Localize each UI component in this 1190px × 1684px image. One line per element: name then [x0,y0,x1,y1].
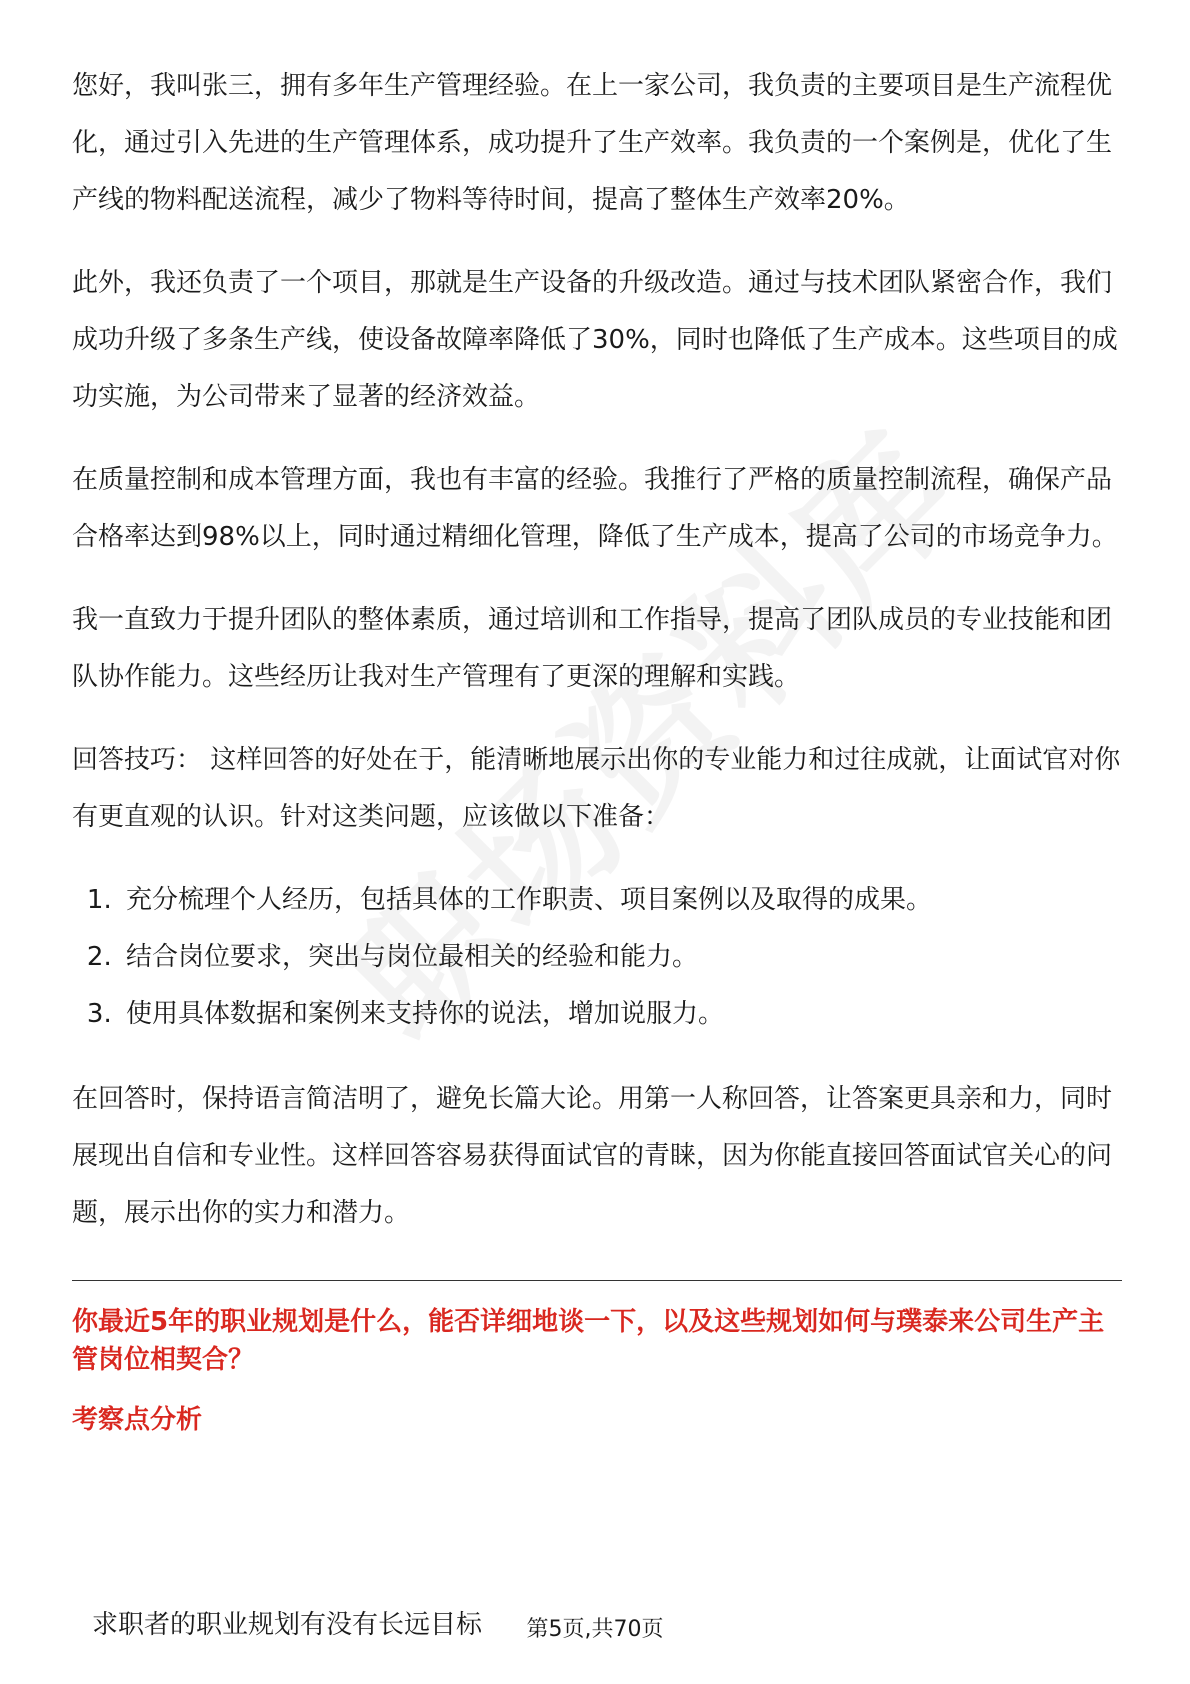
tips-list-item: 2. 结合岗位要求，突出与岗位最相关的经验和能力。 [120,929,1122,986]
tips-list-item: 3. 使用具体数据和案例来支持你的说法，增加说服力。 [120,986,1122,1043]
analysis-heading: 考察点分析 [72,1405,203,1435]
page-number: 第5页,共70页 [523,1617,668,1642]
document-body [72,58,1122,1439]
cutoff-list-item: 求职者的职业规划有没有长远目标 [92,1610,483,1640]
answer-tips-intro: 回答技巧： 这样回答的好处在于，能清晰地展示出你的专业能力和过往成就，让面试官对你有更直观的认识。针对这类问题，应该做以下准备： [72,745,1121,832]
answer-paragraph-4: 我一直致力于提升团队的整体素质，通过培训和工作指导，提高了团队成员的专业技能和团队协作能力。这些经历让我对生产管理有了更深的理解和实践。 [72,605,1113,692]
closing-paragraph: 在回答时，保持语言简洁明了，避免长篇大论。用第一人称回答，让答案更具亲和力，同时展现出自信和专业性。这样回答容易获得面试官的青睐，因为你能直接回答面试官关心的问题，展示出你的实力和潜力。 [72,1084,1113,1228]
answer-paragraph-1: 您好，我叫张三，拥有多年生产管理经验。在上一家公司，我负责的主要项目是生产流程优化，通过引入先进的生产管理体系，成功提升了生产效率。我负责的一个案例是，优化了生产线的物料配送流程，减少了物料等待时间，提高了整体生产效率20%。 [72,71,1113,215]
tips-list [72,872,1122,1043]
answer-paragraph-3: 在质量控制和成本管理方面，我也有丰富的经验。我推行了严格的质量控制流程，确保产品合格率达到98%以上，同时通过精细化管理，降低了生产成本，提高了公司的市场竞争力。 [72,465,1118,552]
tips-list-item: 1. 充分梳理个人经历，包括具体的工作职责、项目案例以及取得的成果。 [120,872,1122,929]
page-footer [0,1612,1190,1643]
answer-paragraph-2: 此外，我还负责了一个项目，那就是生产设备的升级改造。通过与技术团队紧密合作，我们成功升级了多条生产线，使设备故障率降低了30%，同时也降低了生产成本。这些项目的成功实施，为公司带来了显著的经济效益。 [72,268,1118,412]
interview-question: 你最近5年的职业规划是什么，能否详细地谈一下，以及这些规划如何与璞泰来公司生产主管岗位相契合？ [72,1307,1105,1375]
section-divider [72,1280,1122,1281]
